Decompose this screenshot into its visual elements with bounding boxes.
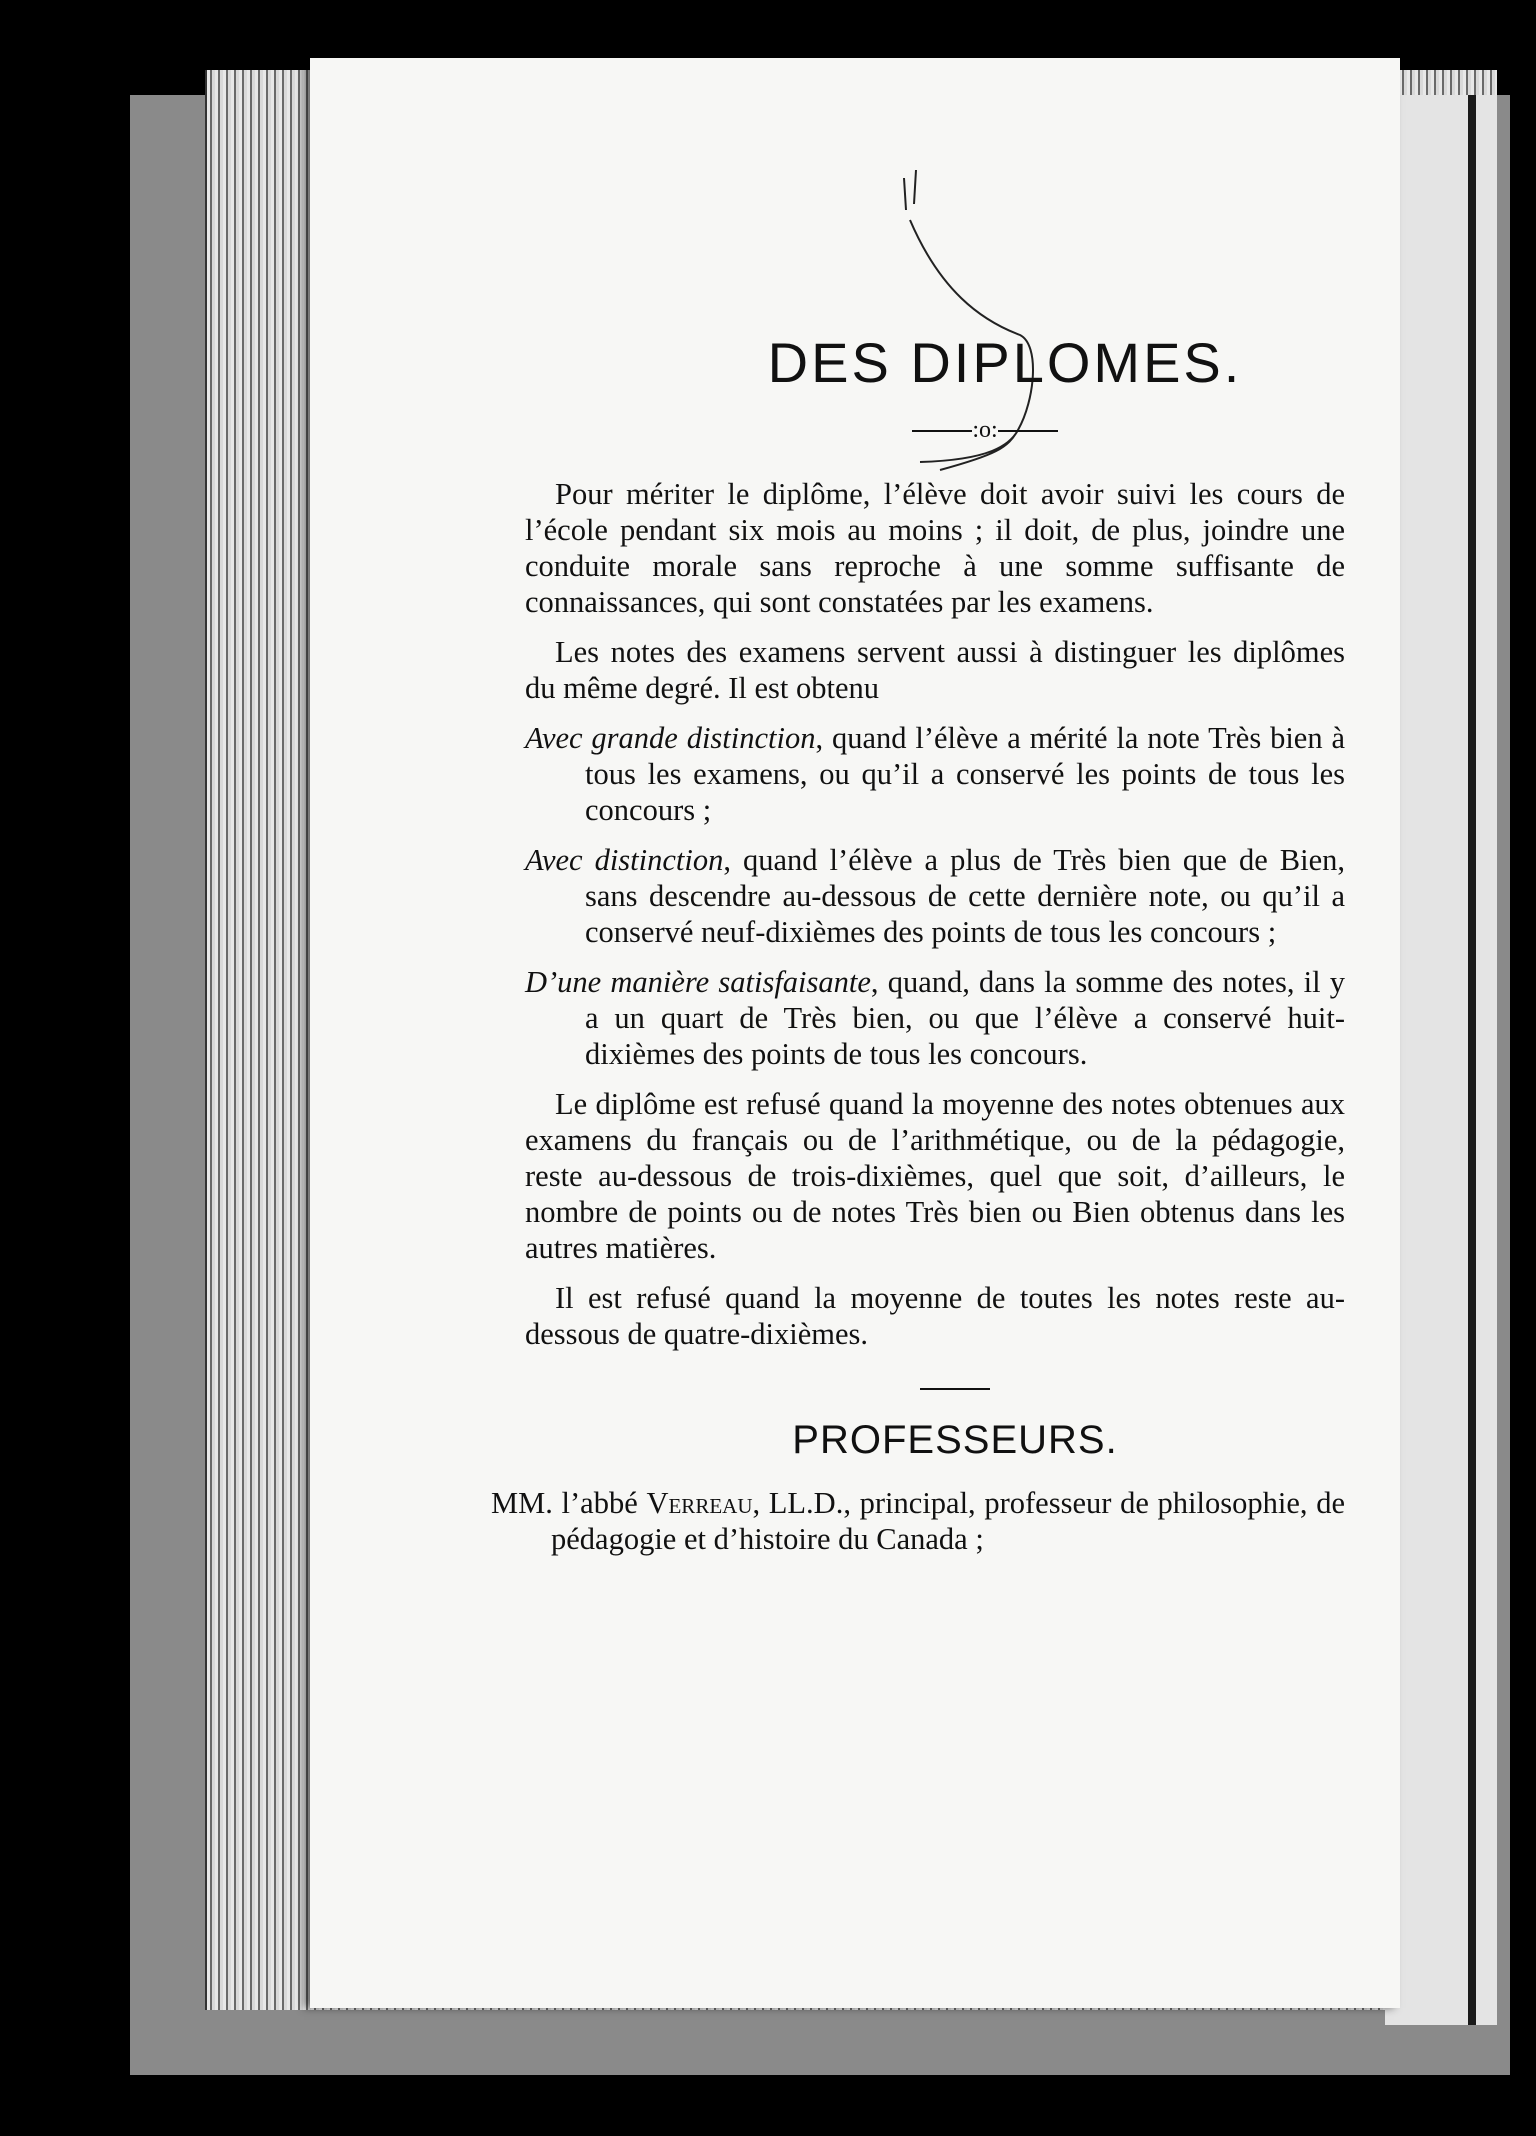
paragraph-notes: Les notes des examens servent aussi à distinguer les diplômes du même degré. Il est obtenu bbox=[525, 635, 1345, 705]
professor-entry bbox=[491, 1485, 1345, 1557]
ornament-glyph: :o: bbox=[972, 417, 998, 443]
section-title: PROFESSEURS. bbox=[792, 1418, 1118, 1462]
professor-prefix: MM. l’abbé bbox=[491, 1486, 638, 1520]
distinction-label: Avec distinction bbox=[525, 843, 724, 877]
distinction-text: , quand l’élève a mérité la note Très bien à tous les examens, ou qu’il a conservé les points de tous les concours ; bbox=[585, 721, 1345, 827]
binding-shadow bbox=[1468, 95, 1476, 2025]
paragraph-refusal-general: Il est refusé quand la moyenne de toutes les notes reste au-dessous de quatre-dixièmes. bbox=[525, 1281, 1345, 1351]
distinction-label: D’une manière satisfaisante bbox=[525, 965, 871, 999]
section-divider bbox=[920, 1388, 990, 1390]
professor-name: Verreau bbox=[646, 1486, 753, 1520]
title-ornament bbox=[575, 417, 1395, 444]
distinction-item bbox=[525, 964, 1345, 1072]
distinction-text: , quand l’élève a plus de Très bien que de Bien, sans descendre au-dessous de cette dernière note, ou qu’il a conservé neuf-dixièmes des points de tous les concours ; bbox=[585, 843, 1345, 949]
distinction-label: Avec grande distinction bbox=[525, 721, 816, 755]
professor-details: , LL.D., principal, professeur de philosophie, de pédagogie et d’histoire du Canada ; bbox=[551, 1486, 1345, 1556]
paragraph-refusal: Le diplôme est refusé quand la moyenne des notes obtenues aux examens du français ou de l’arithmétique, ou de la pédagogie, reste au-dessous de trois-dixièmes, quel que soit, d’ailleurs, le nombre de points ou de notes Très bien ou Bien obtenus dans les autres matières. bbox=[525, 1087, 1345, 1265]
distinction-text: , quand, dans la somme des notes, il y a un quart de Très bien, ou que l’élève a conservé huit-dixièmes des points de tous les concours. bbox=[585, 965, 1345, 1071]
distinction-item bbox=[525, 720, 1345, 828]
page-title: DES DIPLOMES. bbox=[767, 331, 1243, 394]
paragraph-intro: Pour mériter le diplôme, l’élève doit avoir suivi les cours de l’école pendant six mois au moins ; il doit, de plus, joindre une conduite morale sans reproche à une somme suffisante de connaissances, qui sont constatées par les examens. bbox=[525, 477, 1345, 619]
distinction-item bbox=[525, 842, 1345, 950]
page-content bbox=[491, 330, 1345, 1557]
